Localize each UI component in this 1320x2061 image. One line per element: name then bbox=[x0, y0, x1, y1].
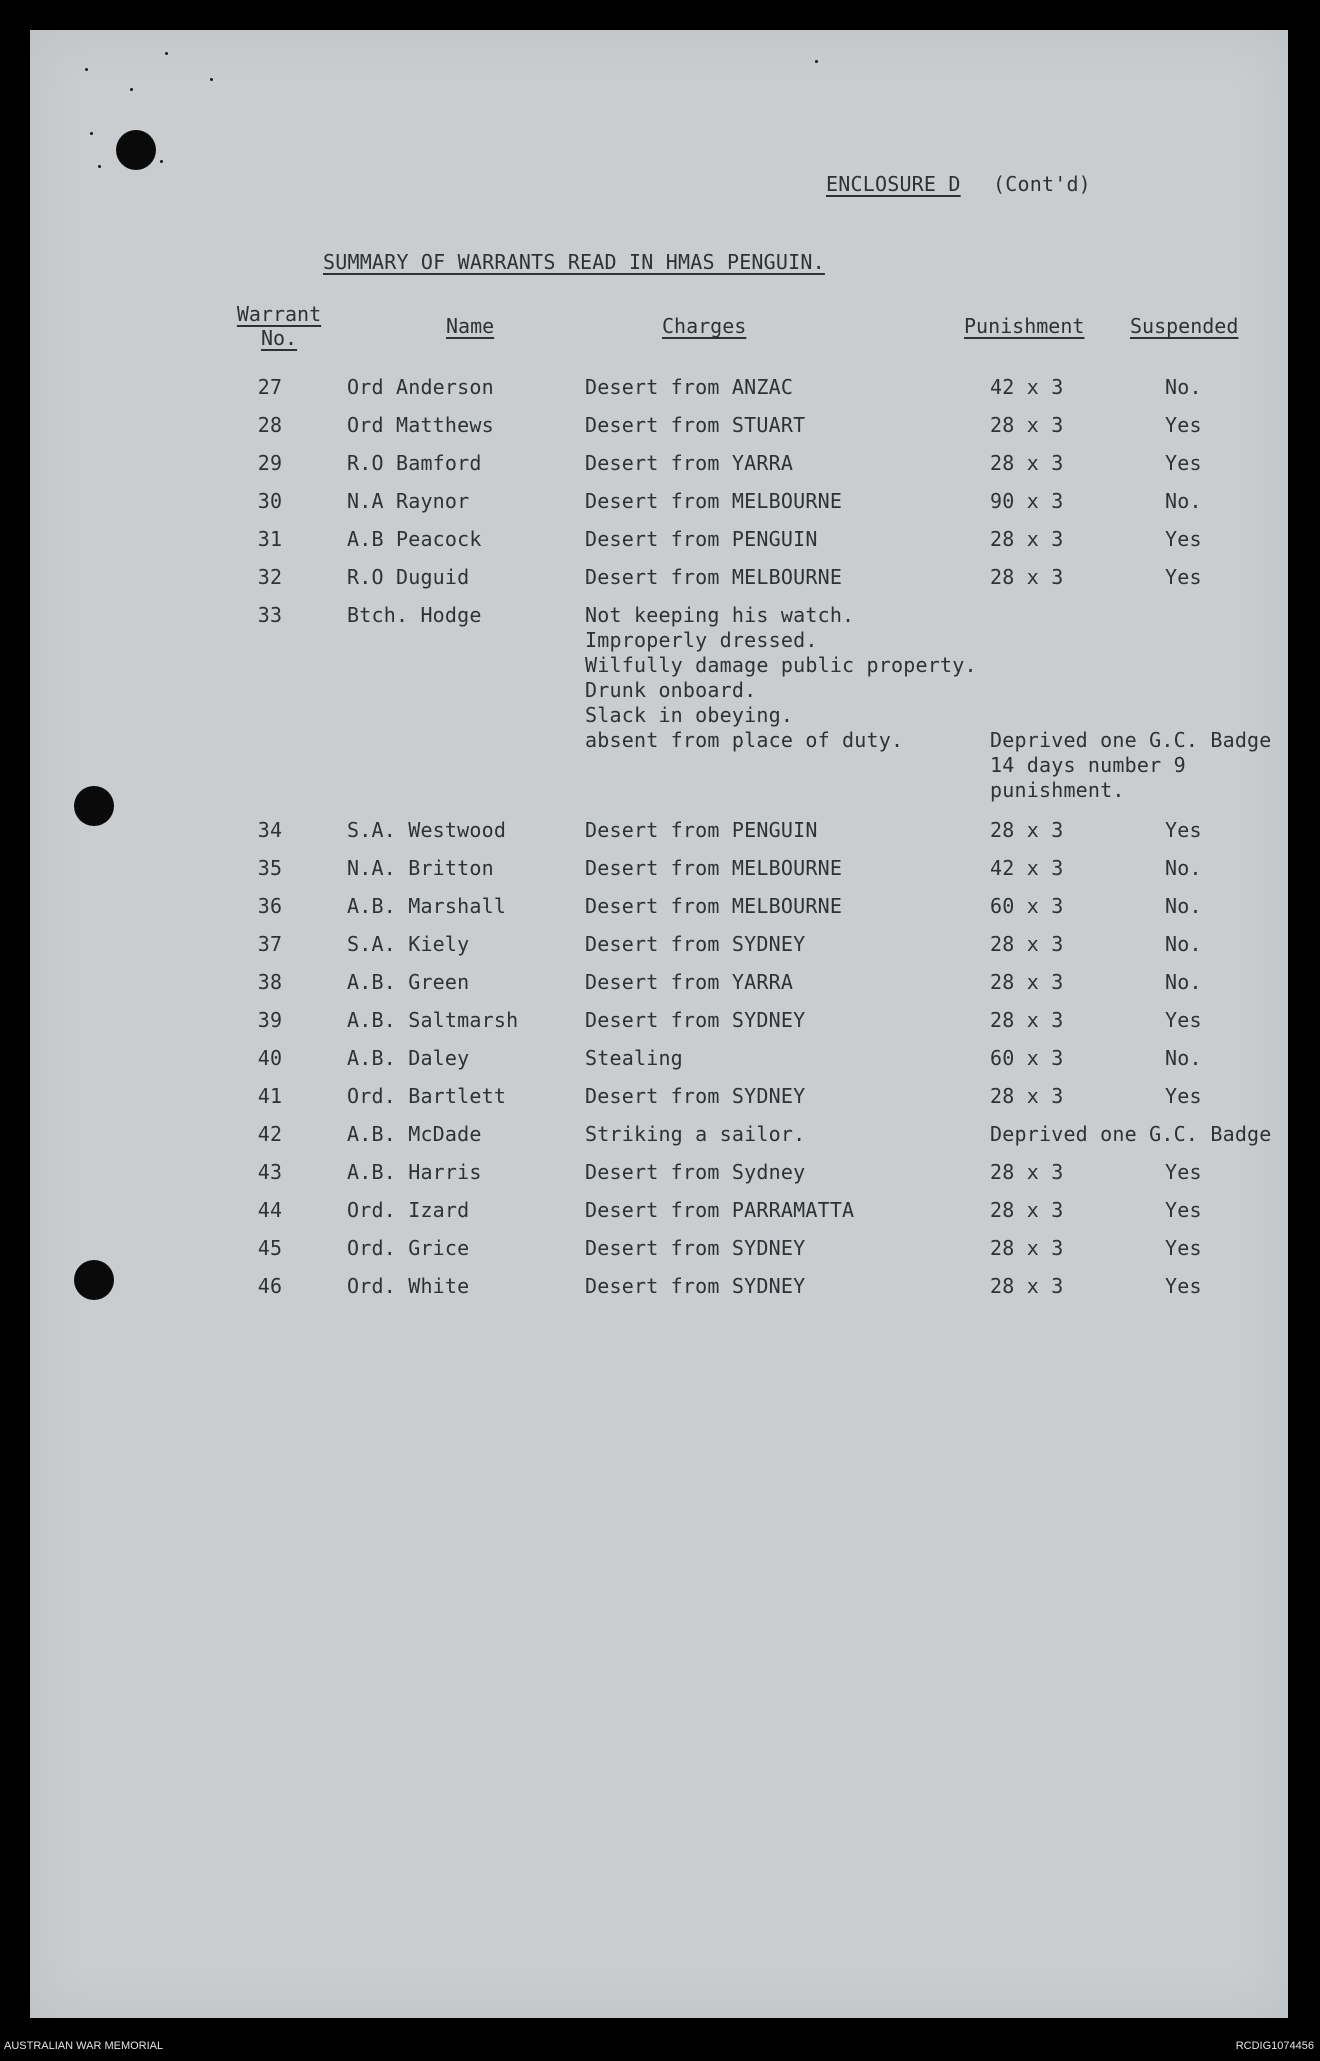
table-row bbox=[0, 1198, 1320, 1236]
sailor-name: N.A. Britton bbox=[347, 856, 494, 880]
sailor-name: A.B. Saltmarsh bbox=[347, 1008, 519, 1032]
punishment: 28 x 3 bbox=[990, 1236, 1064, 1260]
charge: Desert from YARRA bbox=[585, 970, 794, 994]
table-row bbox=[0, 1274, 1320, 1312]
charge: Desert from Sydney bbox=[585, 1160, 806, 1184]
suspended: No. bbox=[1165, 970, 1202, 994]
suspended: Yes bbox=[1165, 1160, 1202, 1184]
punishment: 28 x 3 bbox=[990, 451, 1064, 475]
speck bbox=[210, 78, 213, 81]
charge: Desert from SYDNEY bbox=[585, 932, 806, 956]
document-title: SUMMARY OF WARRANTS READ IN HMAS PENGUIN. bbox=[323, 250, 825, 274]
speck bbox=[98, 165, 101, 168]
punishment: 60 x 3 bbox=[990, 1046, 1064, 1070]
table-row bbox=[0, 1084, 1320, 1122]
footer-left: AUSTRALIAN WAR MEMORIAL bbox=[4, 2040, 164, 2052]
charge: Desert from PENGUIN bbox=[585, 527, 818, 551]
suspended: No. bbox=[1165, 932, 1202, 956]
warrant-no: 37 bbox=[257, 932, 283, 956]
charge: Striking a sailor. bbox=[585, 1122, 806, 1146]
sailor-name: A.B. Daley bbox=[347, 1046, 470, 1070]
col-header-warrant-line1: Warrant bbox=[236, 302, 322, 326]
punishment: 60 x 3 bbox=[990, 894, 1064, 918]
charge-line: Improperly dressed. bbox=[585, 628, 818, 652]
punishment-line: 14 days number 9 bbox=[990, 753, 1186, 777]
sailor-name: A.B. McDade bbox=[347, 1122, 482, 1146]
speck bbox=[160, 160, 163, 163]
sailor-name: Ord Anderson bbox=[347, 375, 494, 399]
suspended: Yes bbox=[1165, 818, 1202, 842]
footer-right: RCDIG1074456 bbox=[1235, 2040, 1314, 2052]
speck bbox=[815, 60, 818, 63]
warrant-no: 32 bbox=[257, 565, 283, 589]
sailor-name: Btch. Hodge bbox=[347, 603, 482, 627]
charge: Desert from MELBOURNE bbox=[585, 489, 843, 513]
charge: Desert from ANZAC bbox=[585, 375, 794, 399]
table-row bbox=[0, 1046, 1320, 1084]
charge-line: Not keeping his watch. bbox=[585, 603, 855, 627]
charge: Desert from SYDNEY bbox=[585, 1274, 806, 1298]
table-row-multi bbox=[0, 603, 1320, 813]
charge-line: Slack in obeying. bbox=[585, 703, 794, 727]
table-row bbox=[0, 565, 1320, 603]
sailor-name: Ord. White bbox=[347, 1274, 470, 1298]
warrant-no: 40 bbox=[257, 1046, 283, 1070]
suspended: No. bbox=[1165, 489, 1202, 513]
charge: Desert from PENGUIN bbox=[585, 818, 818, 842]
warrant-no: 34 bbox=[257, 818, 283, 842]
punishment: 28 x 3 bbox=[990, 932, 1064, 956]
punishment: 28 x 3 bbox=[990, 527, 1064, 551]
punishment-line: punishment. bbox=[990, 778, 1125, 802]
charge-line: Wilfully damage public property. bbox=[585, 653, 977, 677]
col-header-warrant bbox=[226, 302, 332, 350]
warrant-no: 46 bbox=[257, 1274, 283, 1298]
punishment: Deprived one G.C. Badge bbox=[990, 1122, 1272, 1146]
warrant-no: 41 bbox=[257, 1084, 283, 1108]
charge: Desert from PARRAMATTA bbox=[585, 1198, 855, 1222]
col-header-name: Name bbox=[446, 314, 495, 338]
suspended: Yes bbox=[1165, 1236, 1202, 1260]
sailor-name: R.O Bamford bbox=[347, 451, 482, 475]
warrant-no: 30 bbox=[257, 489, 283, 513]
speck bbox=[165, 52, 168, 55]
suspended: Yes bbox=[1165, 1008, 1202, 1032]
table-row bbox=[0, 856, 1320, 894]
sailor-name: N.A Raynor bbox=[347, 489, 470, 513]
charge: Desert from STUART bbox=[585, 413, 806, 437]
sailor-name: A.B. Green bbox=[347, 970, 470, 994]
sailor-name: R.O Duguid bbox=[347, 565, 470, 589]
warrant-no: 36 bbox=[257, 894, 283, 918]
punishment: 90 x 3 bbox=[990, 489, 1064, 513]
sailor-name: A.B. Marshall bbox=[347, 894, 507, 918]
punishment: 28 x 3 bbox=[990, 1274, 1064, 1298]
suspended: Yes bbox=[1165, 1084, 1202, 1108]
sailor-name: Ord. Bartlett bbox=[347, 1084, 507, 1108]
table-row bbox=[0, 1122, 1320, 1160]
warrant-no: 33 bbox=[257, 603, 283, 627]
punch-hole-top bbox=[116, 130, 156, 170]
suspended: No. bbox=[1165, 1046, 1202, 1070]
punishment: 42 x 3 bbox=[990, 375, 1064, 399]
punishment: 28 x 3 bbox=[990, 818, 1064, 842]
sailor-name: Ord Matthews bbox=[347, 413, 494, 437]
table-row bbox=[0, 527, 1320, 565]
col-header-warrant-line2: No. bbox=[260, 326, 298, 350]
contd-label: (Cont'd) bbox=[993, 172, 1091, 196]
charge-line: absent from place of duty. bbox=[585, 728, 904, 752]
suspended: Yes bbox=[1165, 1198, 1202, 1222]
punishment: 28 x 3 bbox=[990, 1084, 1064, 1108]
speck bbox=[130, 88, 133, 91]
punishment: 28 x 3 bbox=[990, 1198, 1064, 1222]
suspended: Yes bbox=[1165, 1274, 1202, 1298]
charge: Desert from SYDNEY bbox=[585, 1236, 806, 1260]
charge: Desert from SYDNEY bbox=[585, 1008, 806, 1032]
warrant-no: 43 bbox=[257, 1160, 283, 1184]
sailor-name: A.B. Harris bbox=[347, 1160, 482, 1184]
sailor-name: A.B Peacock bbox=[347, 527, 482, 551]
punishment: 42 x 3 bbox=[990, 856, 1064, 880]
charge-line: Drunk onboard. bbox=[585, 678, 757, 702]
charge: Stealing bbox=[585, 1046, 683, 1070]
warrant-no: 35 bbox=[257, 856, 283, 880]
suspended: Yes bbox=[1165, 413, 1202, 437]
enclosure-label: ENCLOSURE D bbox=[826, 172, 961, 196]
table-row bbox=[0, 818, 1320, 856]
charge: Desert from SYDNEY bbox=[585, 1084, 806, 1108]
col-header-charges: Charges bbox=[662, 314, 747, 338]
speck bbox=[90, 132, 93, 135]
punishment-line: Deprived one G.C. Badge bbox=[990, 728, 1272, 752]
table-row bbox=[0, 375, 1320, 413]
punishment: 28 x 3 bbox=[990, 565, 1064, 589]
col-header-suspended: Suspended bbox=[1130, 314, 1239, 338]
table-row bbox=[0, 1008, 1320, 1046]
warrant-no: 27 bbox=[257, 375, 283, 399]
warrant-no: 39 bbox=[257, 1008, 283, 1032]
suspended: Yes bbox=[1165, 451, 1202, 475]
col-header-punishment: Punishment bbox=[964, 314, 1085, 338]
speck bbox=[85, 68, 88, 71]
warrant-no: 38 bbox=[257, 970, 283, 994]
table-row bbox=[0, 451, 1320, 489]
punishment: 28 x 3 bbox=[990, 413, 1064, 437]
suspended: No. bbox=[1165, 856, 1202, 880]
sailor-name: S.A. Kiely bbox=[347, 932, 470, 956]
suspended: Yes bbox=[1165, 565, 1202, 589]
warrant-no: 28 bbox=[257, 413, 283, 437]
charge: Desert from MELBOURNE bbox=[585, 565, 843, 589]
warrant-no: 44 bbox=[257, 1198, 283, 1222]
punishment: 28 x 3 bbox=[990, 1008, 1064, 1032]
warrant-no: 45 bbox=[257, 1236, 283, 1260]
table-row bbox=[0, 894, 1320, 932]
table-row bbox=[0, 1160, 1320, 1198]
charge: Desert from MELBOURNE bbox=[585, 894, 843, 918]
table-row bbox=[0, 413, 1320, 451]
sailor-name: Ord. Grice bbox=[347, 1236, 470, 1260]
table-row bbox=[0, 970, 1320, 1008]
charge: Desert from YARRA bbox=[585, 451, 794, 475]
punishment: 28 x 3 bbox=[990, 1160, 1064, 1184]
warrant-no: 42 bbox=[257, 1122, 283, 1146]
suspended: Yes bbox=[1165, 527, 1202, 551]
table-row bbox=[0, 932, 1320, 970]
suspended: No. bbox=[1165, 375, 1202, 399]
sailor-name: S.A. Westwood bbox=[347, 818, 507, 842]
charge: Desert from MELBOURNE bbox=[585, 856, 843, 880]
sailor-name: Ord. Izard bbox=[347, 1198, 470, 1222]
table-row bbox=[0, 1236, 1320, 1274]
punishment: 28 x 3 bbox=[990, 970, 1064, 994]
table-row bbox=[0, 489, 1320, 527]
suspended: No. bbox=[1165, 894, 1202, 918]
warrant-no: 29 bbox=[257, 451, 283, 475]
warrant-no: 31 bbox=[257, 527, 283, 551]
